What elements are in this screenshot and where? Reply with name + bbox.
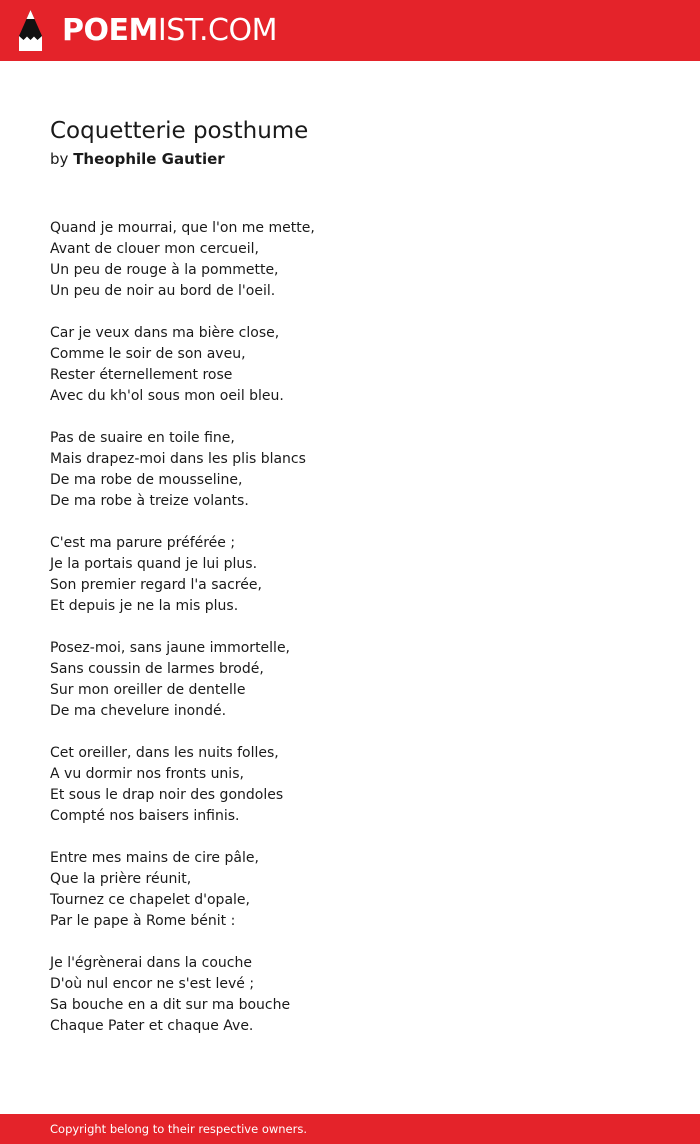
poem-line: Entre mes mains de cire pâle, xyxy=(50,850,259,866)
site-footer xyxy=(0,1114,700,1144)
poem-line: C'est ma parure préférée ; xyxy=(50,535,236,551)
poem-line: Tournez ce chapelet d'opale, xyxy=(50,892,250,908)
copyright-notice: Copyright belong to their respective owners. xyxy=(50,1122,308,1136)
poem-line: Et sous le drap noir des gondoles xyxy=(50,787,284,803)
poem-line: De ma chevelure inondé. xyxy=(50,703,227,719)
poem-line: Mais drapez-moi dans les plis blancs xyxy=(50,451,306,467)
poem-line: D'où nul encor ne s'est levé ; xyxy=(50,976,255,992)
stanza xyxy=(50,533,650,617)
poem-line: De ma robe à treize volants. xyxy=(50,493,249,509)
site-logo[interactable] xyxy=(62,11,277,51)
poem-line: Que la prière réunit, xyxy=(50,871,192,887)
poem-line: Quand je mourrai, que l'on me mette, xyxy=(50,220,315,236)
poem-body xyxy=(50,218,650,1058)
logo-text-bold: POEM xyxy=(62,13,158,48)
poem-line: Rester éternellement rose xyxy=(50,367,233,383)
stanza xyxy=(50,953,650,1037)
poem-line: Avec du kh'ol sous mon oeil bleu. xyxy=(50,388,284,404)
poem-line: A vu dormir nos fronts unis, xyxy=(50,766,244,782)
poem-line: Cet oreiller, dans les nuits folles, xyxy=(50,745,279,761)
poem-author: Theophile Gautier xyxy=(73,150,225,168)
stanza xyxy=(50,323,650,407)
pencil-tip-icon[interactable] xyxy=(18,10,43,51)
stanza xyxy=(50,848,650,932)
poem-line: Car je veux dans ma bière close, xyxy=(50,325,280,341)
poem-line: Et depuis je ne la mis plus. xyxy=(50,598,239,614)
poem-line: De ma robe de mousseline, xyxy=(50,472,243,488)
poem-byline xyxy=(50,148,225,170)
poem-line: Un peu de noir au bord de l'oeil. xyxy=(50,283,276,299)
poem-line: Pas de suaire en toile fine, xyxy=(50,430,235,446)
poem-line: Je l'égrènerai dans la couche xyxy=(50,955,252,971)
stanza xyxy=(50,218,650,302)
logo-text-light: IST.COM xyxy=(157,13,277,48)
stanza xyxy=(50,428,650,512)
poem-title: Coquetterie posthume xyxy=(50,118,309,144)
poem-line: Compté nos baisers infinis. xyxy=(50,808,240,824)
site-header xyxy=(0,0,700,61)
poem-line: Sa bouche en a dit sur ma bouche xyxy=(50,997,291,1013)
poem-line: Chaque Pater et chaque Ave. xyxy=(50,1018,254,1034)
byline-prefix: by xyxy=(50,150,69,168)
stanza xyxy=(50,638,650,722)
poem-line: Un peu de rouge à la pommette, xyxy=(50,262,279,278)
poem-line: Sur mon oreiller de dentelle xyxy=(50,682,246,698)
poem-line: Sans coussin de larmes brodé, xyxy=(50,661,264,677)
stanza xyxy=(50,743,650,827)
poem-line: Je la portais quand je lui plus. xyxy=(50,556,258,572)
poem-line: Posez-moi, sans jaune immortelle, xyxy=(50,640,291,656)
poem-line: Avant de clouer mon cercueil, xyxy=(50,241,259,257)
poem-line: Son premier regard l'a sacrée, xyxy=(50,577,262,593)
poem-line: Par le pape à Rome bénit : xyxy=(50,913,236,929)
poem-line: Comme le soir de son aveu, xyxy=(50,346,246,362)
